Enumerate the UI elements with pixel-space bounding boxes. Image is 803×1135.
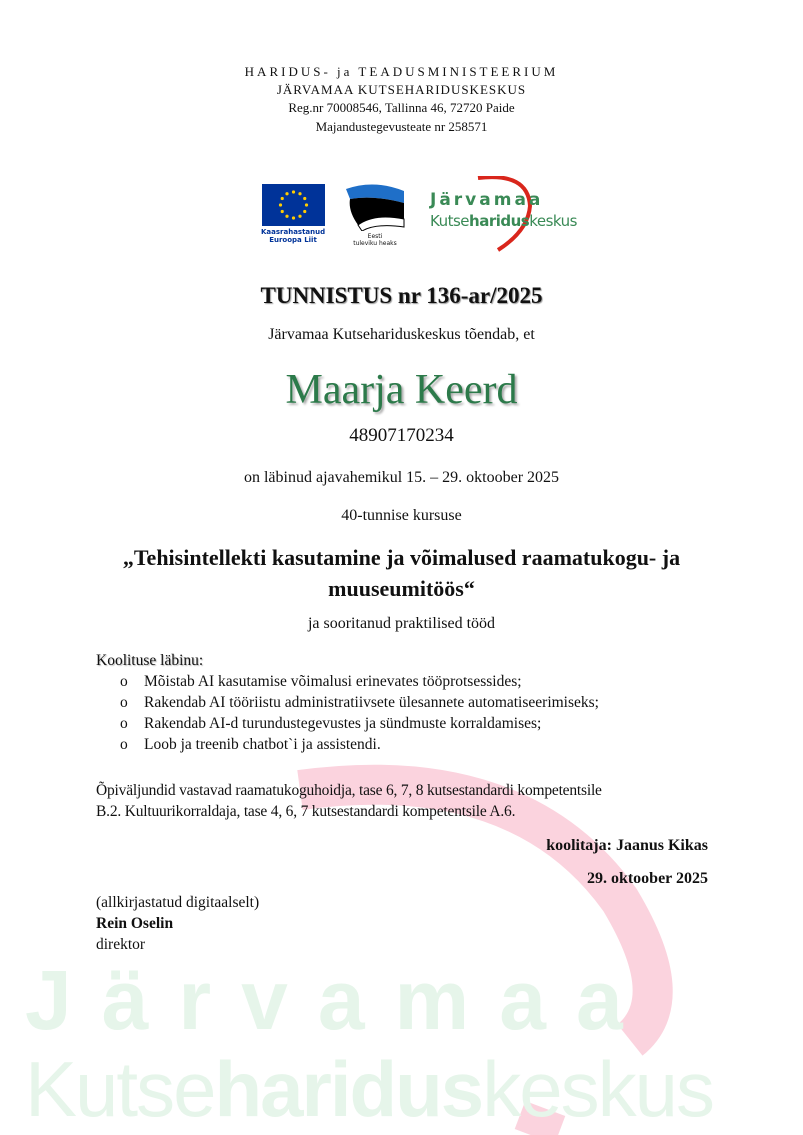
school-name: JÄRVAMAA KUTSEHARIDUSKESKUS <box>276 82 527 97</box>
outcomes-section <box>96 650 708 755</box>
course-title-line1: „Tehisintellekti kasutamine ja võimalused raamatukogu- ja <box>122 545 681 570</box>
eu-star <box>303 197 306 200</box>
list-item <box>96 713 708 734</box>
jkhk-logo-line1: Järvamaa <box>430 190 544 210</box>
eu-star <box>291 190 294 193</box>
jkhk-logo <box>428 176 577 252</box>
course-title-line2: muuseumitöös“ <box>328 576 475 601</box>
bullet: o <box>120 694 128 711</box>
bullet: o <box>120 736 128 753</box>
eesti-logo-line2: tuleviku heaks <box>353 240 397 247</box>
eesti-logo-line1: Eesti <box>367 233 383 240</box>
jkhk-logo-line2: Kutsehariduskeskus <box>430 212 577 230</box>
ministry-name: HARIDUS- ja TEADUSMINISTEERIUM <box>244 64 559 79</box>
outcomes-list <box>96 671 708 755</box>
certificate-title: TUNNISTUS nr 136-ar/2025 <box>260 283 543 308</box>
eu-star <box>278 203 281 206</box>
eu-star <box>303 210 306 213</box>
watermark-text-kutsehariduskeskus: Kutsehariduskeskus <box>25 1045 713 1133</box>
eu-star <box>285 215 288 218</box>
eu-star <box>298 192 301 195</box>
course-period: on läbinud ajavahemikul 15. – 29. oktoober 2025 <box>243 469 560 486</box>
trainer: koolitaja: Jaanus Kikas <box>546 837 708 854</box>
eu-star <box>304 203 307 206</box>
competence-text <box>96 780 708 822</box>
outcome-text: Mõistab AI kasutamise võimalusi erinevates tööprotsessides; <box>144 673 522 690</box>
list-item <box>96 692 708 713</box>
school-address: Reg.nr 70008546, Tallinna 46, 72720 Paide <box>288 100 515 115</box>
eu-star <box>291 216 294 219</box>
watermark-text-jarvamaa: Järvamaa <box>25 953 653 1047</box>
course-title <box>0 542 803 604</box>
eesti-logo <box>342 181 408 247</box>
bullet: o <box>120 715 128 732</box>
signed-note: (allkirjastatud digitaalselt) <box>96 894 260 911</box>
eu-flag-icon <box>262 184 325 226</box>
signer-name: Rein Oselin <box>96 915 174 932</box>
issue-date: 29. oktoober 2025 <box>586 870 708 887</box>
signature-block <box>96 892 708 955</box>
outcome-text: Rakendab AI tööriistu administratiivsete ülesannete automatiseerimiseks; <box>144 694 599 711</box>
eu-logo-line2: Euroopa Liit <box>269 236 317 244</box>
competence-line1: Õpiväljundid vastavad raamatukoguhoidja, tase 6, 7, 8 kutsestandardi kompetentsile <box>96 782 602 799</box>
recipient-name: Maarja Keerd <box>285 367 518 413</box>
eu-star <box>280 210 283 213</box>
list-item <box>96 734 708 755</box>
list-item <box>96 671 708 692</box>
eu-logo <box>261 184 325 244</box>
eu-star <box>298 215 301 218</box>
recipient-id-code: 48907170234 <box>349 425 454 446</box>
practical-work: ja sooritanud praktilised tööd <box>307 615 496 632</box>
eu-star <box>280 197 283 200</box>
bullet: o <box>120 673 128 690</box>
outcome-text: Rakendab AI-d turundustegevustes ja sündmuste korraldamises; <box>144 715 542 732</box>
signer-title: direktor <box>96 936 146 953</box>
outcome-text: Loob ja treenib chatbot`i ja assistendi. <box>144 736 381 753</box>
competence-line2: B.2. Kultuurikorraldaja, tase 4, 6, 7 kutsestandardi kompetentsile A.6. <box>96 803 516 820</box>
eu-star <box>285 192 288 195</box>
outcomes-label: Koolituse läbinu: <box>96 652 204 669</box>
business-license: Majandustegevusteate nr 258571 <box>315 119 488 134</box>
eu-logo-line1: Kaasrahastanud <box>261 228 326 236</box>
certificate-intro: Järvamaa Kutsehariduskeskus tõendab, et <box>268 326 535 343</box>
course-hours: 40-tunnise kursuse <box>341 507 462 524</box>
estonian-flag-sail-icon <box>344 181 406 231</box>
